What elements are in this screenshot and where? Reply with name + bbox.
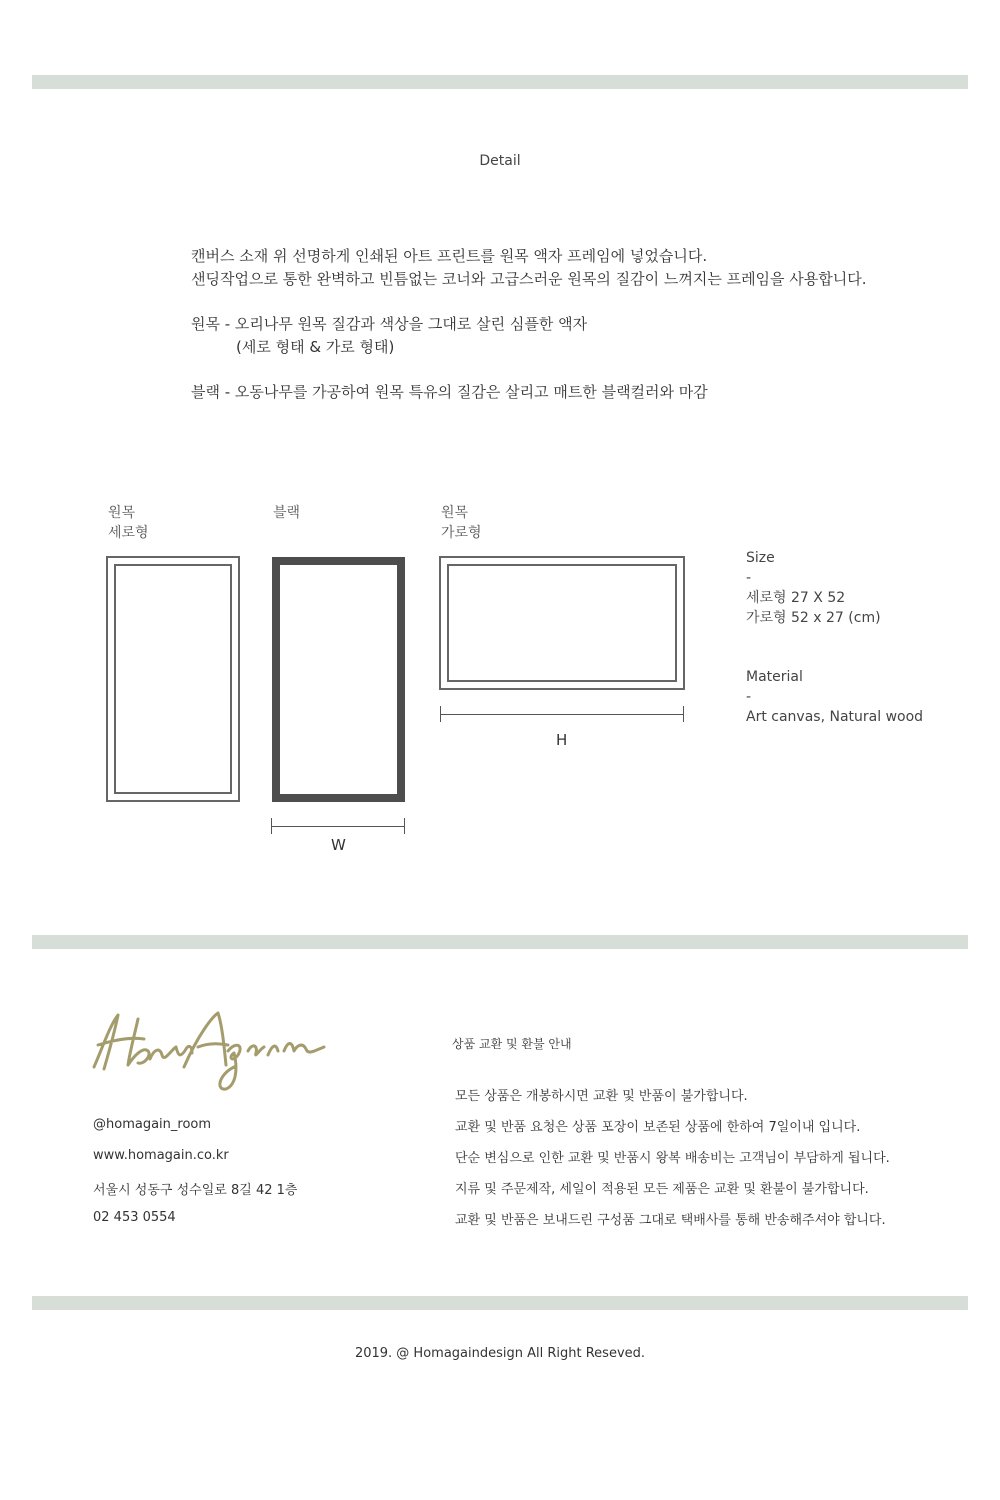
policy-item: 지류 및 주문제작, 세일이 적용된 모든 제품은 교환 및 환불이 불가합니다. bbox=[455, 1182, 869, 1197]
width-dimension-line bbox=[271, 826, 405, 827]
policy-item: 단순 변심으로 인한 교환 및 반품시 왕복 배송비는 고객님이 부담하게 됩니다. bbox=[455, 1151, 890, 1166]
description-wood-sub: (세로 형태 & 가로 형태) bbox=[236, 338, 395, 356]
size-vertical: 세로형 27 X 52 bbox=[746, 590, 846, 606]
material-dash: - bbox=[746, 689, 752, 705]
description-wood: 원목 - 오리나무 원목 질감과 색상을 그대로 살린 심플한 액자 bbox=[191, 315, 588, 333]
height-dimension-label: H bbox=[556, 731, 568, 749]
label-wood-horizontal-2: 가로형 bbox=[441, 525, 482, 541]
height-dimension-line bbox=[440, 714, 684, 715]
label-black: 블랙 bbox=[273, 505, 301, 521]
description-line-2: 샌딩작업으로 통한 완벽하고 빈틈없는 코너와 고급스러운 원목의 질감이 느껴지는 프레임을 사용합니다. bbox=[191, 270, 867, 288]
height-dimension-tick-right bbox=[683, 706, 684, 722]
instagram-handle[interactable]: @homagain_room bbox=[93, 1117, 212, 1132]
bottom-divider-band bbox=[32, 1296, 968, 1310]
policy-item: 교환 및 반품은 보내드린 구성품 그대로 택배사를 통해 반송해주셔야 합니다. bbox=[455, 1213, 886, 1228]
homagain-logo bbox=[88, 1005, 338, 1095]
website-link[interactable]: www.homagain.co.kr bbox=[93, 1148, 229, 1163]
description-line-1: 캔버스 소재 위 선명하게 인쇄된 아트 프린트를 원목 액자 프레임에 넣었습니다. bbox=[191, 247, 708, 265]
wood-vertical-frame-inner bbox=[114, 564, 232, 794]
size-horizontal: 가로형 52 x 27 (cm) bbox=[746, 610, 881, 626]
width-dimension-label: W bbox=[331, 836, 346, 854]
policy-title: 상품 교환 및 환불 안내 bbox=[452, 1037, 572, 1051]
middle-divider-band bbox=[32, 935, 968, 949]
top-divider-band bbox=[32, 75, 968, 89]
copyright: 2019. @ Homagaindesign All Right Reseved. bbox=[354, 1346, 646, 1361]
phone-number: 02 453 0554 bbox=[93, 1210, 176, 1225]
wood-horizontal-frame-inner bbox=[447, 564, 677, 682]
policy-item: 모든 상품은 개봉하시면 교환 및 반품이 불가합니다. bbox=[455, 1089, 748, 1104]
size-dash: - bbox=[746, 570, 752, 586]
address: 서울시 성동구 성수일로 8길 42 1층 bbox=[93, 1183, 298, 1198]
material-title: Material bbox=[746, 669, 803, 685]
policy-item: 교환 및 반품 요청은 상품 포장이 보존된 상품에 한하여 7일이내 입니다. bbox=[455, 1120, 861, 1135]
description-black: 블랙 - 오동나무를 가공하여 원목 특유의 질감은 살리고 매트한 블랙컬러와 마감 bbox=[191, 383, 708, 401]
width-dimension-tick-right bbox=[404, 818, 405, 834]
black-frame bbox=[272, 557, 405, 802]
label-wood-horizontal-1: 원목 bbox=[441, 505, 469, 521]
label-wood-vertical-2: 세로형 bbox=[108, 525, 149, 541]
section-title: Detail bbox=[479, 153, 521, 169]
material-value: Art canvas, Natural wood bbox=[746, 709, 924, 725]
size-title: Size bbox=[746, 550, 775, 566]
label-wood-vertical-1: 원목 bbox=[108, 505, 136, 521]
